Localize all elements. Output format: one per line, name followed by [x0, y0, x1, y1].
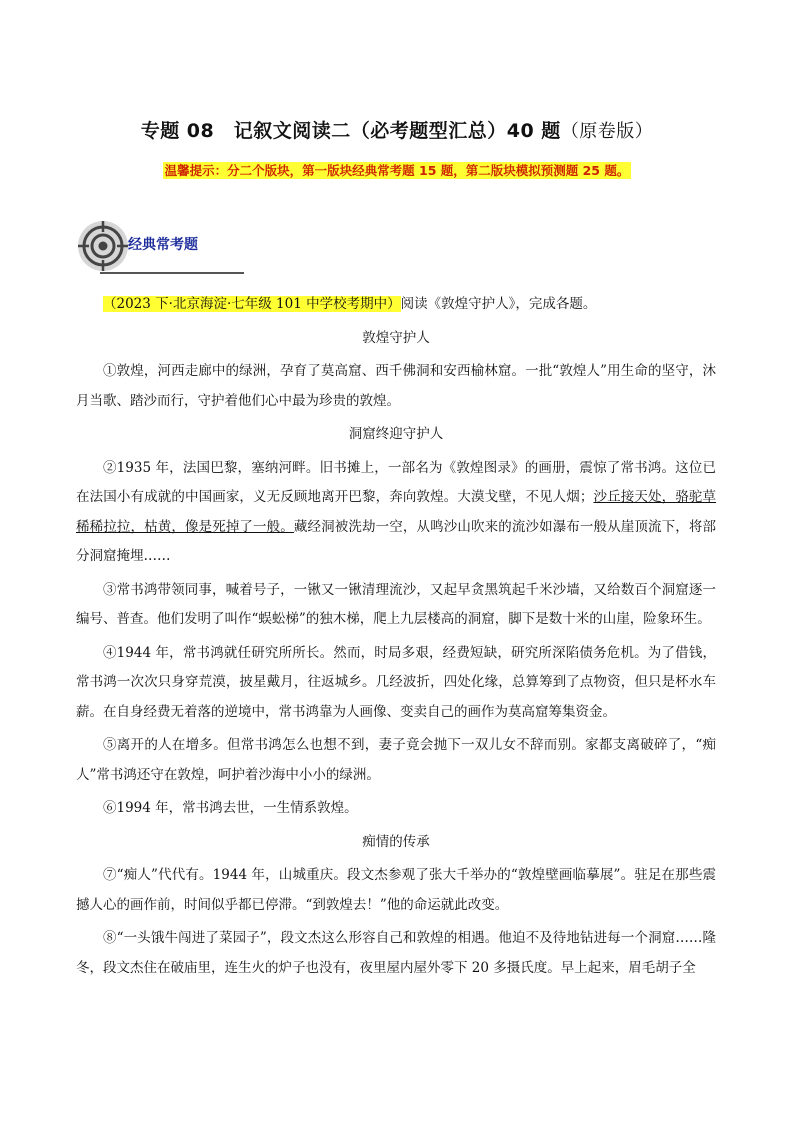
page-title: [0, 116, 794, 143]
article-title: 敦煌守护人: [362, 329, 430, 346]
tip-banner: [0, 160, 794, 179]
page-title-sub: （原卷版）: [560, 121, 654, 142]
question-prompt: 阅读《敦煌守护人》，完成各题。: [400, 296, 597, 312]
paragraph-6: ⑥1994 年，常书鸿去世，一生情系敦煌。: [103, 800, 358, 816]
page-title-main: 专题 08 记叙文阅读二（必考题型汇总）40 题: [140, 120, 561, 142]
question-source: （2023 下·北京海淀·七年级 101 中学校考期中）: [103, 296, 401, 312]
article-content: [76, 290, 716, 987]
section-header: [76, 218, 246, 274]
section-label: 经典常考题: [128, 237, 198, 253]
paragraph-8: ⑧“一头饿牛闯进了菜园子”，段文杰这么形容自己和敦煌的相遇。他迫不及待地钻进每一个洞窟……隆冬，段文杰住在破庙里，连生火的炉子也没有，夜里屋内屋外零下 20 多摄氏度。早上起来，眉毛胡子全: [76, 930, 716, 976]
target-icon: [76, 218, 132, 274]
paragraph-2-b: 藏经洞被洗劫一空，从鸣沙山吹来的流沙如瀑布一般从崖顶流下，将部分洞窟掩埋……: [76, 518, 717, 564]
paragraph-3: ③常书鸿带领同事，喊着号子，一锹又一锹清理流沙，又起早贪黑筑起千米沙墙，又给数百个洞窟逐一编号、普查。他们发明了叫作“蜈蚣梯”的独木梯，爬上九层楼高的洞窟，脚下是数十米的山崖，险象环生。: [76, 581, 716, 627]
paragraph-2: [76, 454, 716, 572]
subtitle-1: 洞窟终迎守护人: [348, 426, 444, 442]
section-divider: [100, 272, 244, 274]
paragraph-7: ⑦“痴人”代代有。1944 年，山城重庆。段文杰参观了张大千举办的“敦煌壁画临摹展”。驻足在那些震撼人心的画作前，时间似乎都已停滞。“到敦煌去！”他的命运就此改变。: [76, 867, 716, 913]
subtitle-2: 痴情的传承: [362, 833, 430, 850]
question-intro: [76, 290, 716, 320]
paragraph-2-underlined: 沙丘接天处，骆驼草稀稀拉拉，枯黄，像是死掉了一般。: [76, 489, 717, 535]
paragraph-4: ④1944 年，常书鸿就任研究所所长。然而，时局多艰，经费短缺，研究所深陷债务危机。为了借钱，常书鸿一次次只身穿荒漠，披星戴月，往返城乡。几经波折，四处化缘，总算筹到了点物资，但只是杯水车薪。在自身经费无着落的逆境中，常书鸿靠为人画像、变卖自己的画作为莫高窟筹集资金。: [76, 644, 716, 720]
paragraph-2-a: ②1935 年，法国巴黎，塞纳河畔。旧书摊上，一部名为《敦煌图录》的画册，震惊了常书鸿。这位已在法国小有成就的中国画家，义无反顾地离开巴黎，奔向敦煌。大漠戈壁，不见人烟；: [76, 459, 716, 505]
paragraph-1: ①敦煌，河西走廊中的绿洲，孕育了莫高窟、西千佛洞和安西榆林窟。一批“敦煌人”用生命的坚守，沐月当歌、踏沙而行，守护着他们心中最为珍贵的敦煌。: [76, 363, 716, 409]
paragraph-5: ⑤离开的人在增多。但常书鸿怎么也想不到，妻子竟会抛下一双儿女不辞而别。家都支离破碎了，“痴人”常书鸿还守在敦煌，呵护着沙海中小小的绿洲。: [76, 737, 716, 783]
tip-text: 温馨提示：分二个版块，第一版块经典常考题 15 题，第二版块模拟预测题 25 题。: [164, 163, 630, 178]
